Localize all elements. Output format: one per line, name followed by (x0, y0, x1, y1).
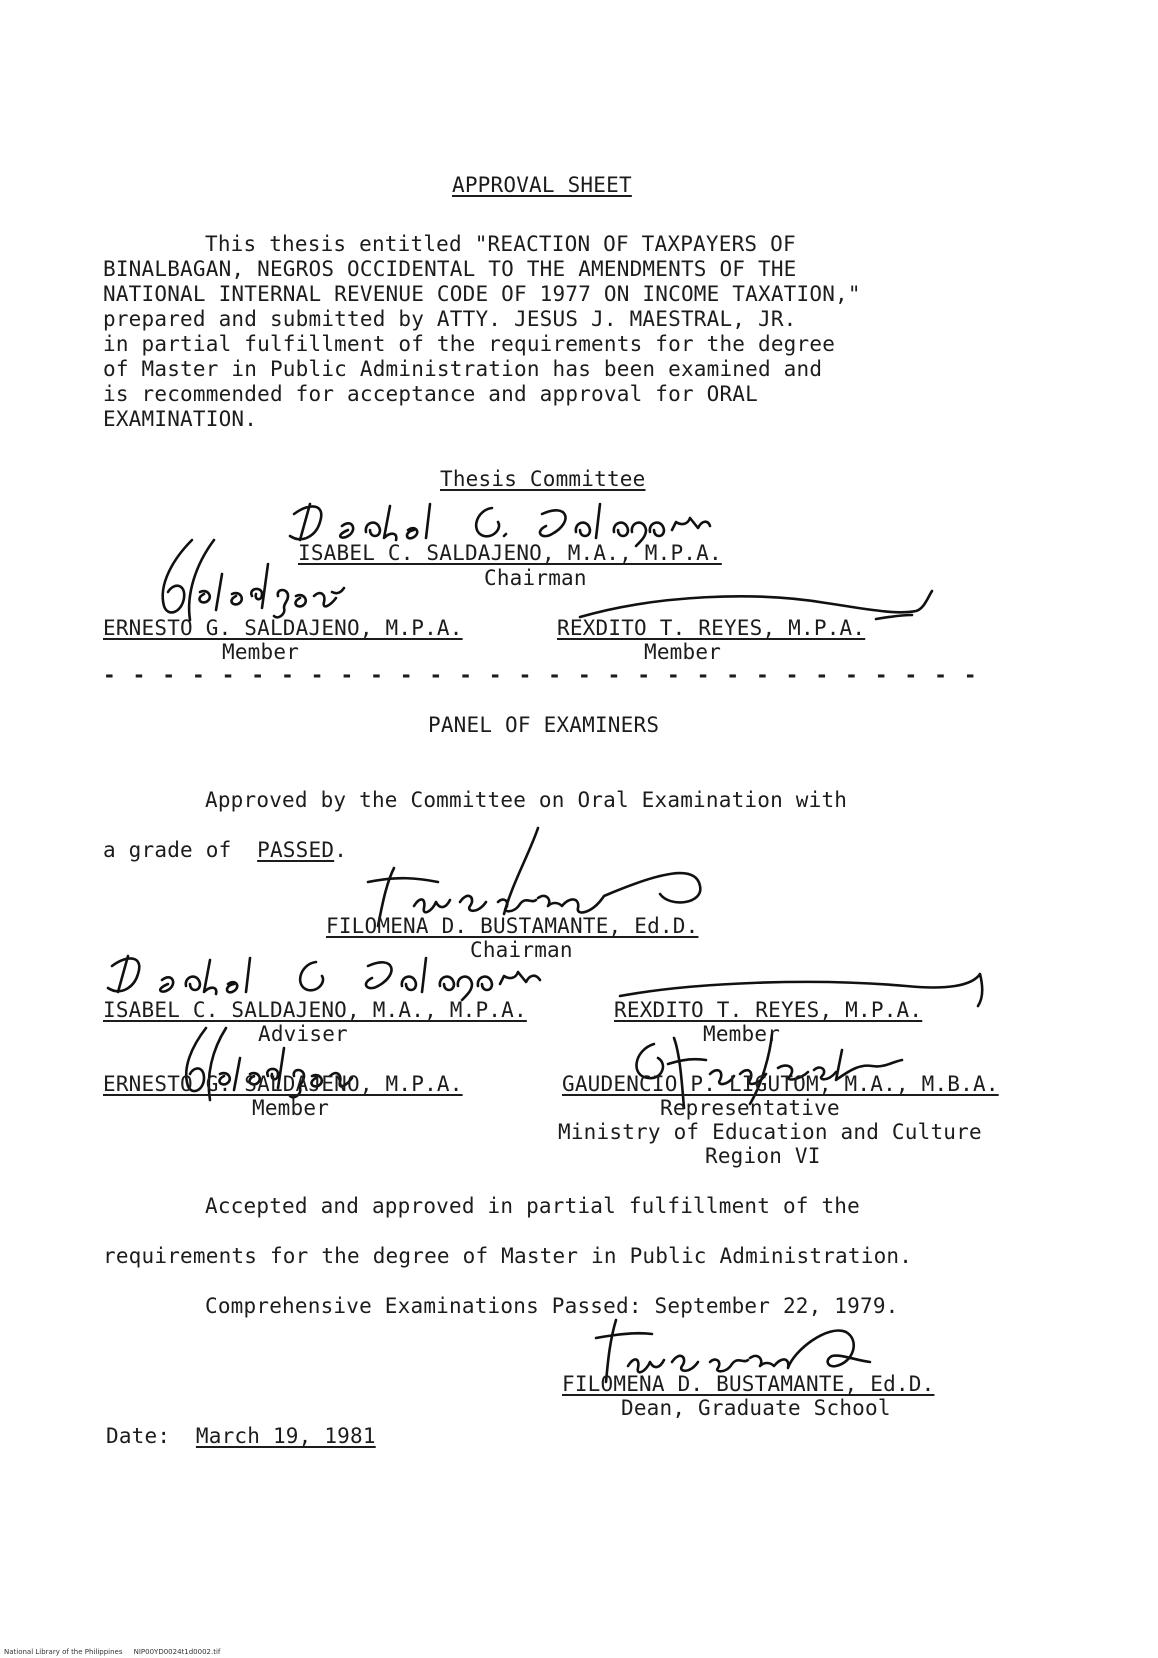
date-value: March 19, 1981 (195, 1424, 376, 1448)
intro-line: is recommended for acceptance and approval for ORAL (103, 382, 758, 406)
panel-adviser-role: Adviser (258, 1022, 348, 1046)
date-line (106, 1423, 376, 1449)
intro-line: in partial fulfillment of the requirements for the degree (103, 332, 836, 356)
intro-line: prepared and submitted by ATTY. JESUS J. MAESTRAL, JR. (103, 307, 797, 331)
comprehensive-exam-line: Comprehensive Examinations Passed: September 22, 1979. (205, 1294, 899, 1318)
panel-representative-org: Ministry of Education and Culture (558, 1120, 982, 1144)
grade-prefix: a grade of (103, 838, 232, 862)
committee-member-reyes-role: Member (644, 640, 722, 664)
committee-chairman-role: Chairman (484, 566, 587, 590)
committee-heading: Thesis Committee (440, 467, 646, 491)
intro-line: NATIONAL INTERNAL REVENUE CODE OF 1977 ON INCOME TAXATION," (103, 282, 861, 306)
acceptance-line: requirements for the degree of Master in Public Administration. (103, 1244, 913, 1268)
separator: - - - - - - - - - - - - - - - - - - - - - - - - - - - - - - (103, 663, 979, 687)
intro-line: This thesis entitled "REACTION OF TAXPAYERS OF (205, 232, 796, 256)
grade-suffix: . (334, 838, 348, 862)
panel-member-ernesto-role: Member (252, 1096, 330, 1120)
panel-member-reyes-name: REXDITO T. REYES, M.P.A. (614, 998, 923, 1022)
footer-caption: National Library of the Philippines NIP00YD0024t1d0002.tif (4, 1648, 221, 1656)
date-label: Date: (106, 1424, 171, 1448)
intro-line: EXAMINATION. (103, 407, 258, 431)
panel-adviser-name: ISABEL C. SALDAJENO, M.A., M.P.A. (103, 998, 527, 1022)
committee-chairman-name: ISABEL C. SALDAJENO, M.A., M.P.A. (298, 541, 722, 565)
panel-chairman-role: Chairman (470, 938, 573, 962)
committee-member-reyes-name: REXDITO T. REYES, M.P.A. (557, 616, 866, 640)
panel-member-reyes-role: Member (703, 1022, 781, 1046)
intro-line: BINALBAGAN, NEGROS OCCIDENTAL TO THE AMENDMENTS OF THE (103, 257, 797, 281)
grade-value: PASSED (257, 838, 335, 862)
panel-representative-region: Region VI (705, 1144, 821, 1168)
panel-heading: PANEL OF EXAMINERS (428, 713, 660, 737)
page-title: APPROVAL SHEET (452, 173, 632, 197)
panel-grade-line (103, 837, 347, 863)
acceptance-line: Accepted and approved in partial fulfillment of the (205, 1194, 860, 1218)
intro-line: of Master in Public Administration has been examined and (103, 357, 823, 381)
panel-approved-line: Approved by the Committee on Oral Examination with (205, 788, 848, 812)
signature-reyes-panel (616, 966, 996, 1016)
panel-representative-name: GAUDENCIO P. LIGUTOM, M.A., M.B.A. (562, 1072, 999, 1096)
panel-representative-role: Representative (660, 1096, 840, 1120)
committee-member-ernesto-role: Member (222, 640, 300, 664)
committee-member-ernesto-name: ERNESTO G. SALDAJENO, M.P.A. (103, 616, 463, 640)
panel-chairman-name: FILOMENA D. BUSTAMANTE, Ed.D. (326, 914, 699, 938)
dean-name: FILOMENA D. BUSTAMANTE, Ed.D. (562, 1372, 935, 1396)
panel-member-ernesto-name: ERNESTO G. SALDAJENO, M.P.A. (103, 1072, 463, 1096)
dean-role: Dean, Graduate School (621, 1396, 891, 1420)
